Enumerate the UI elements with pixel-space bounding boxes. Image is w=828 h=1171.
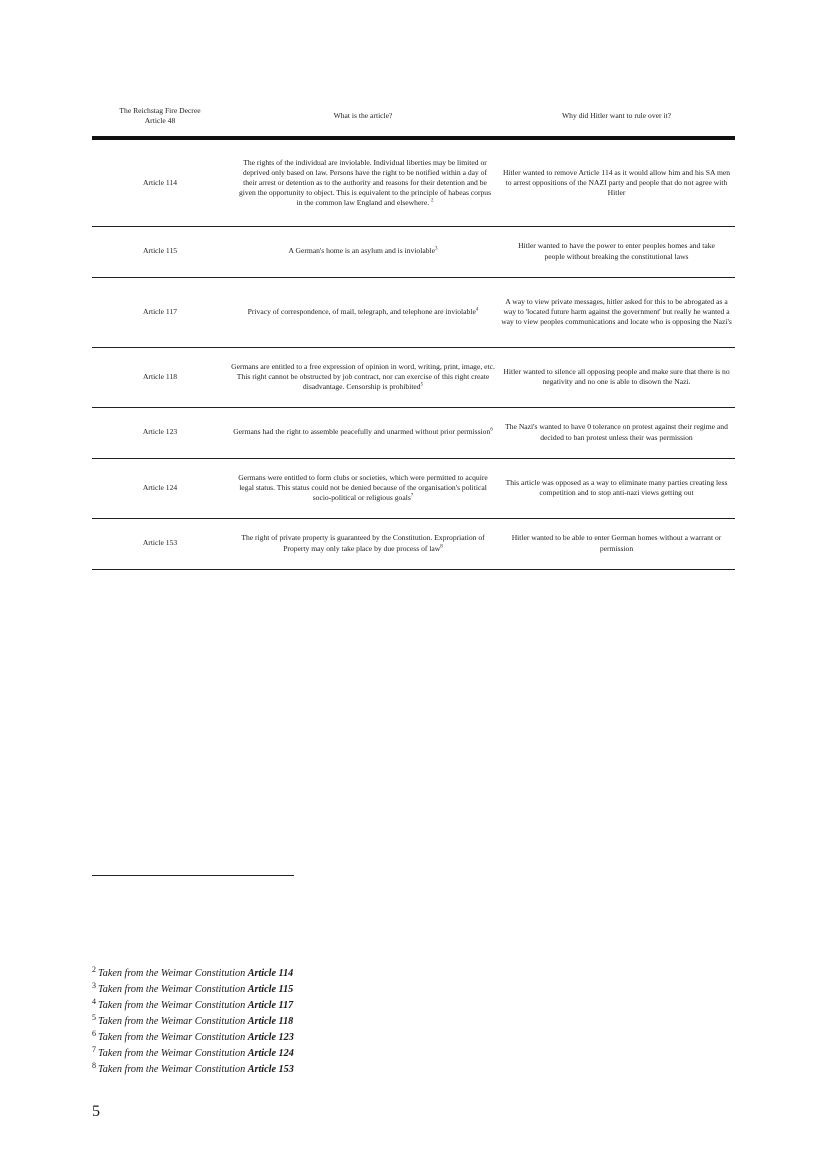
footnote-number: 6 [92, 1028, 96, 1038]
table-row [92, 407, 735, 458]
footnote-ref: 6 [490, 427, 493, 433]
footnote-number: 3 [92, 980, 96, 990]
row-reason: A way to view private messages, hitler asked for this to be abrogated as a way to 'located future harm against the government' but really he wanted a way to view peoples communications and locate who is opposing the Nazi's [498, 277, 735, 347]
footnote-divider [92, 875, 294, 876]
footnote-article: Article 153 [247, 1064, 294, 1075]
footnote-item [92, 1030, 492, 1046]
row-article: Article 115 [92, 226, 228, 277]
row-reason: Hitler wanted to be able to enter German homes without a warrant or permission [498, 518, 735, 569]
footnote-number: 4 [92, 996, 96, 1006]
row-description-text: A German's home is an asylum and is inviolable [288, 246, 435, 256]
footnote-article: Article 117 [247, 1000, 294, 1011]
footnote-article: Article 114 [247, 968, 294, 979]
table-header-row [92, 96, 735, 138]
footnote-source: Taken from the Weimar Constitution [98, 1064, 246, 1075]
row-description [228, 226, 498, 277]
footnote-article: Article 115 [247, 984, 294, 995]
row-reason: This article was opposed as a way to eliminate many parties creating less competition and to stop anti-nazi views getting out [498, 458, 735, 518]
page-number: 5 [92, 1103, 100, 1120]
header-why: Why did Hitler want to rule over it? [498, 96, 735, 138]
table-row [92, 226, 735, 277]
articles-table [92, 96, 735, 570]
row-reason: Hitler wanted to silence all opposing people and make sure that there is no negativity and no one is able to disown the Nazi. [498, 347, 735, 407]
row-article: Article 153 [92, 518, 228, 569]
footnote-source: Taken from the Weimar Constitution [98, 984, 246, 995]
footnote-item [92, 1014, 492, 1030]
row-description-text: The rights of the individual are inviolable. Individual liberties may be limited or deprived only based on law. Persons have the right to be notified within a day of their arrest or detention as to the authority and reasons for their detention and be given the opportunity to object. This is equivalent to the principle of habeas corpus in the common law England and elsewhere. [238, 157, 492, 207]
footnote-item [92, 966, 492, 982]
footnote-source: Taken from the Weimar Constitution [98, 1000, 246, 1011]
row-description [228, 518, 498, 569]
table-row [92, 277, 735, 347]
header-decree-line1: The Reichstag Fire Decree [119, 105, 201, 115]
row-reason: Hitler wanted to remove Article 114 as it would allow him and his SA men to arrest oppositions of the NAZI party and people that do not agree with Hitler [498, 138, 735, 226]
header-what: What is the article? [228, 96, 498, 138]
footnote-number: 5 [92, 1012, 96, 1022]
footnote-article: Article 123 [247, 1032, 294, 1043]
row-reason: The Nazi's wanted to have 0 tolerance on protest against their regime and decided to ban protest unless their was permission [498, 407, 735, 458]
row-description [228, 407, 498, 458]
row-description [228, 277, 498, 347]
table-row [92, 518, 735, 569]
footnote-ref: 2 [431, 198, 434, 204]
row-description [228, 458, 498, 518]
header-decree [92, 96, 228, 138]
header-decree-line2: Article 48 [144, 116, 176, 125]
row-description-text: The right of private property is guaranteed by the Constitution. Expropriation of Property may only take place by due process of law [241, 533, 485, 553]
footnote-item [92, 998, 492, 1014]
footnote-source: Taken from the Weimar Constitution [98, 1032, 246, 1043]
row-article: Article 114 [92, 138, 228, 226]
row-article: Article 124 [92, 458, 228, 518]
footnote-ref: 3 [434, 246, 438, 252]
footnote-ref: 5 [420, 382, 424, 388]
table-row [92, 458, 735, 518]
footnote-ref: 7 [410, 493, 414, 499]
row-description [228, 138, 498, 226]
table-row [92, 138, 735, 226]
row-reason: Hitler wanted to have the power to enter peoples homes and take people without breaking the constitutional laws [498, 226, 735, 277]
footnote-ref: 8 [440, 543, 443, 549]
footnotes [92, 966, 492, 1078]
footnote-item [92, 1062, 492, 1078]
row-article: Article 117 [92, 277, 228, 347]
row-article: Article 118 [92, 347, 228, 407]
footnote-number: 2 [92, 964, 96, 974]
footnote-source: Taken from the Weimar Constitution [98, 968, 246, 979]
row-description [228, 347, 498, 407]
table-row [92, 347, 735, 407]
row-article: Article 123 [92, 407, 228, 458]
footnote-number: 8 [92, 1060, 96, 1070]
footnote-article: Article 124 [247, 1048, 294, 1059]
row-description-text: Privacy of correspondence, of mail, telegraph, and telephone are inviolable [247, 306, 476, 316]
row-description-text: Germans had the right to assemble peacefully and unarmed without prior permission [233, 427, 491, 437]
row-description-text: Germans were entitled to form clubs or societies, which were permitted to acquire legal status. This status could not be denied because of the organisation's political socio-political or religious goals [238, 472, 488, 503]
footnote-item [92, 982, 492, 998]
footnote-item [92, 1046, 492, 1062]
row-description-text: Germans are entitled to a free expression of opinion in word, writing, print, image, etc. This right cannot be obstructed by job contract, nor can exercise of this right create disadvantage. Censorship is prohibited [231, 361, 495, 392]
footnote-ref: 4 [475, 307, 479, 313]
footnote-number: 7 [92, 1044, 96, 1054]
footnote-source: Taken from the Weimar Constitution [98, 1016, 246, 1027]
footnote-article: Article 118 [247, 1016, 294, 1027]
footnote-source: Taken from the Weimar Constitution [98, 1048, 246, 1059]
